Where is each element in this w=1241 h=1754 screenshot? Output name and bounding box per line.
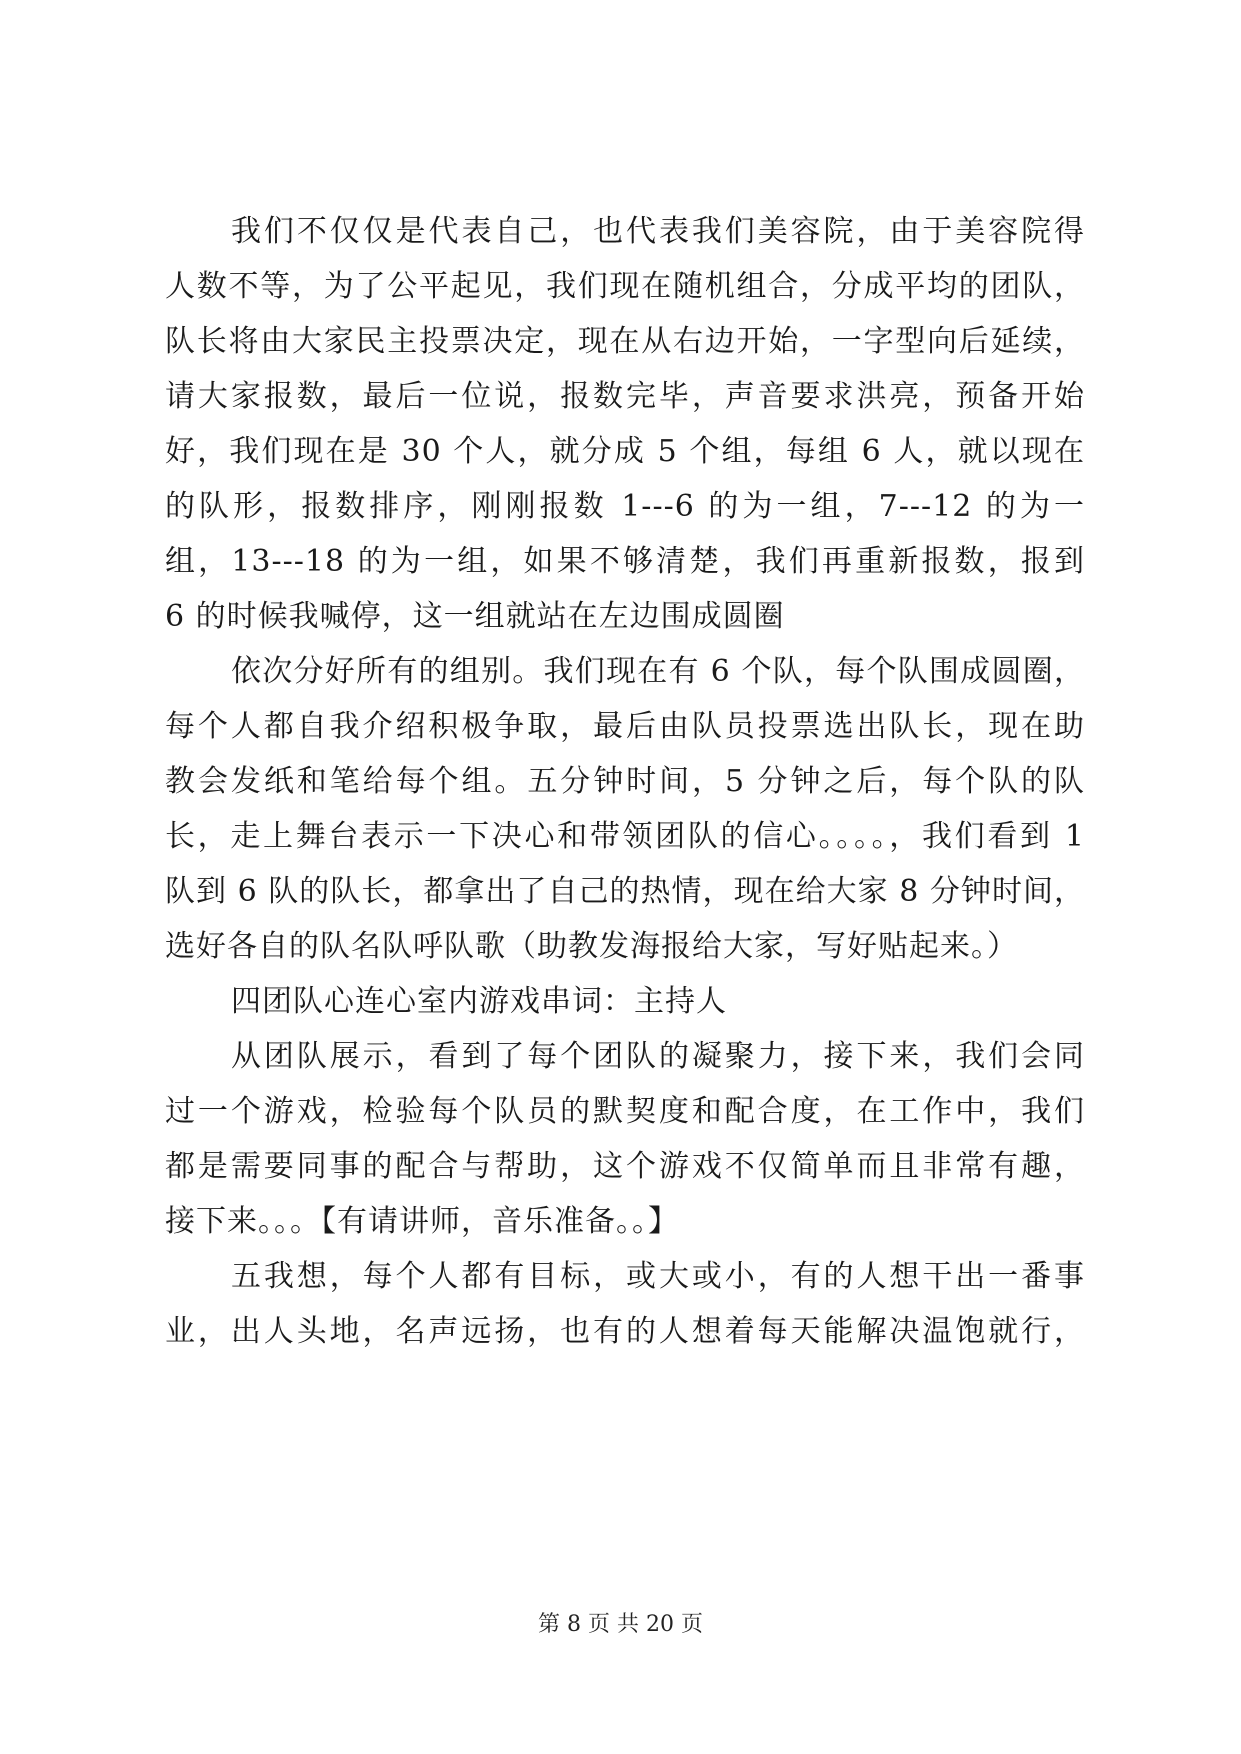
text-line: 的队形，报数排序，刚刚报数 1---6 的为一组，7---12 的为一 [165,489,1085,524]
text-line: 业，出人头地，名声远扬，也有的人想着每天能解决温饱就行， [165,1314,1085,1349]
text-line: 请大家报数，最后一位说，报数完毕，声音要求洪亮，预备开始 [165,379,1085,414]
text-line: 队长将由大家民主投票决定，现在从右边开始，一字型向后延续， [165,324,1085,359]
text-line: 过一个游戏，检验每个队员的默契度和配合度，在工作中，我们 [165,1094,1085,1129]
text-line: 组，13---18 的为一组，如果不够清楚，我们再重新报数，报到 [165,544,1085,579]
text-line: 从团队展示，看到了每个团队的凝聚力，接下来，我们会同 [231,1039,1085,1074]
page-number-footer: 第 8 页 共 20 页 [538,1612,703,1637]
text-line: 人数不等，为了公平起见，我们现在随机组合，分成平均的团队， [165,269,1085,304]
text-line: 每个人都自我介绍积极争取，最后由队员投票选出队长，现在助 [165,709,1085,744]
text-line: 五我想，每个人都有目标，或大或小，有的人想干出一番事 [231,1259,1085,1294]
text-line: 教会发纸和笔给每个组。五分钟时间，5 分钟之后，每个队的队 [165,764,1085,799]
text-line: 队到 6 队的队长，都拿出了自己的热情，现在给大家 8 分钟时间， [165,874,1085,909]
section-heading: 四团队心连心室内游戏串词：主持人 [231,984,727,1019]
text-line: 依次分好所有的组别。我们现在有 6 个队，每个队围成圆圈， [231,654,1085,689]
text-line: 好，我们现在是 30 个人，就分成 5 个组，每组 6 人，就以现在 [165,434,1085,469]
text-line: 接下来。。。【有请讲师，音乐准备。。】 [165,1204,679,1239]
text-line: 选好各自的队名队呼队歌（助教发海报给大家，写好贴起来。） [165,929,1018,964]
text-line: 我们不仅仅是代表自己，也代表我们美容院，由于美容院得 [231,214,1085,249]
text-line: 6 的时候我喊停，这一组就站在左边围成圆圈 [165,599,785,634]
text-line: 长，走上舞台表示一下决心和带领团队的信心。。。。，我们看到 1 [165,819,1085,854]
text-line: 都是需要同事的配合与帮助，这个游戏不仅简单而且非常有趣， [165,1149,1085,1184]
